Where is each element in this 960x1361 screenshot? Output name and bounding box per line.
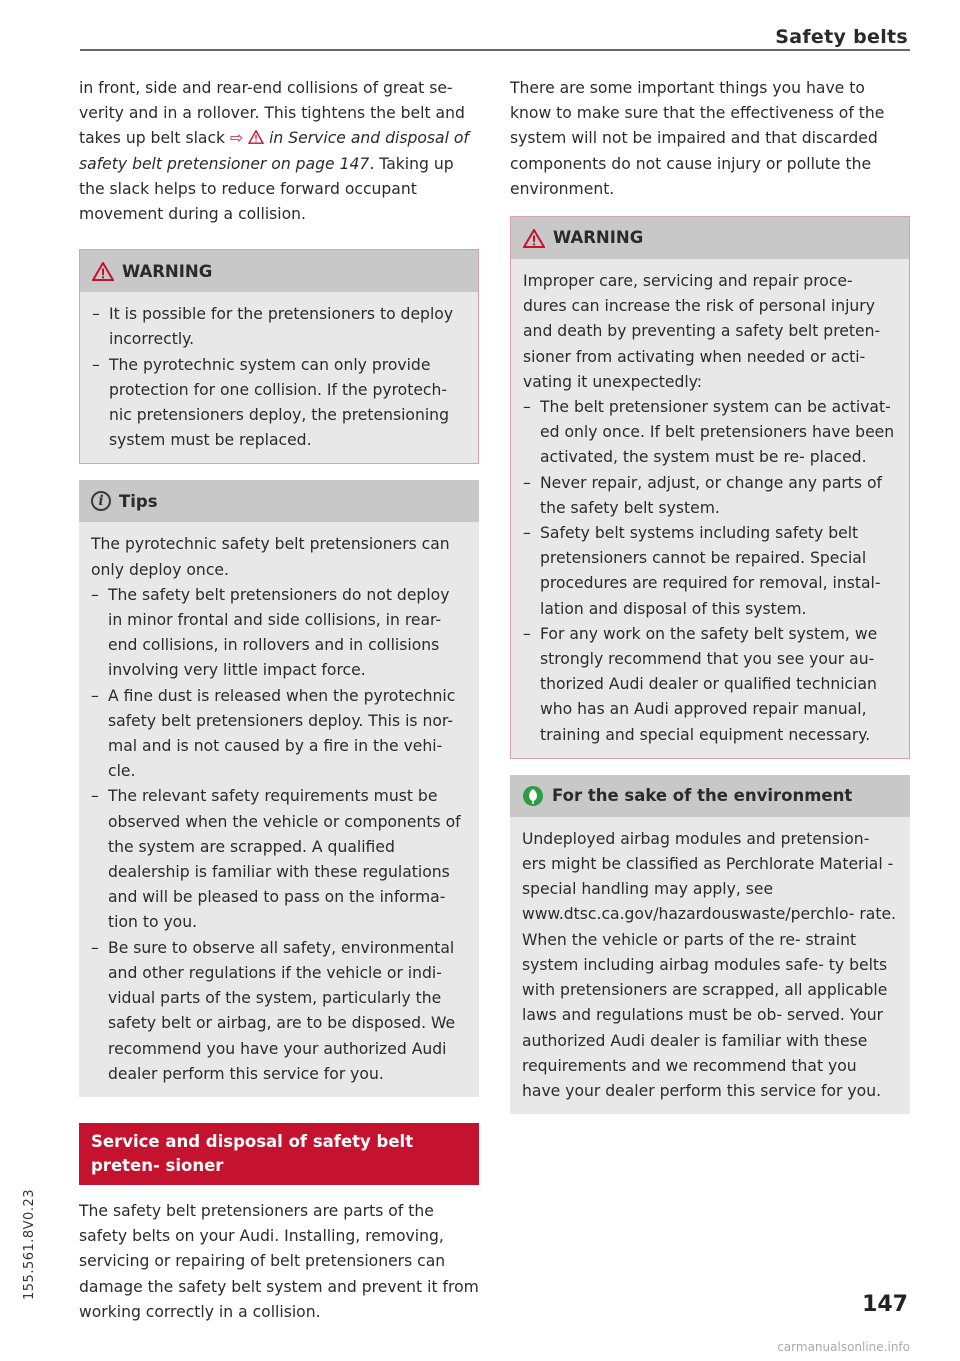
tips-title: Tips — [119, 491, 158, 511]
arrow-icon: ⇨ — [230, 129, 244, 148]
warning-triangle-icon — [523, 229, 545, 248]
section-body-paragraph: The safety belt pretensioners are parts of the safety belts on your Audi. Installing, removing, servicing or repairing of belt pretensioners can damage the safety belt system and prevent it from working correctly in a collision. — [79, 1201, 479, 1321]
warning-box-body — [80, 292, 478, 463]
list-item: – Never repair, adjust, or change any parts of the safety belt system. — [523, 471, 895, 521]
warning-list — [523, 395, 895, 748]
warning-lead: Improper care, servicing and repair proce- dures can increase the risk of personal injury and death by preventing a safety belt preten- sioner from activating when needed or acti- vating it unexpectedly: — [523, 272, 881, 391]
warning-box — [510, 216, 910, 759]
warning-box-body — [511, 259, 909, 758]
list-item: – Be sure to observe all safety, environmental and other regulations if the vehicle or indi- vidual parts of the system, particularly the safety belt or airbag, are to be disposed. We recommend you have your authorized Audi dealer perform this service for you. — [91, 936, 465, 1087]
warning-box-header — [511, 217, 909, 259]
left-intro-paragraph: in front, side and rear-end collisions of great se- verity and in a rollover. This tightens the belt and takes up belt slack ⇨ in Service and disposal of safety belt pretensioner on page 147. Taking up the slack helps to reduce forward occupant movement during a collision. — [79, 79, 469, 224]
tips-box-header — [79, 480, 479, 522]
list-item: – The pyrotechnic system can only provide protection for one collision. If the pyrotech- nic pretensioners deploy, the pretensioning system must be replaced. — [92, 353, 464, 454]
warning-title: WARNING — [553, 228, 644, 248]
left-column — [79, 76, 479, 1325]
environment-box-header — [510, 775, 910, 817]
list-item: – Safety belt systems including safety belt pretensioners cannot be repaired. Special procedures are required for removal, instal- lation and disposal of this system. — [523, 521, 895, 622]
list-item: – The belt pretensioner system can be activat- ed only once. If belt pretensioners have been activated, the system must be re- placed. — [523, 395, 895, 471]
cross-reference-link[interactable]: in Service and disposal of safety belt pretensioner on page 147 — [79, 129, 469, 173]
info-icon: i — [91, 491, 111, 511]
list-item: – For any work on the safety belt system, we strongly recommend that you see your au- thorized Audi dealer or qualified technician who has an Audi approved repair manual, training and special equipment necessary. — [523, 622, 895, 748]
warning-box-header — [80, 250, 478, 292]
warning-triangle-icon — [248, 130, 264, 144]
environment-title: For the sake of the environment — [552, 786, 853, 806]
list-item: – It is possible for the pretensioners to deploy incorrectly. — [92, 302, 464, 352]
section-heading: Service and disposal of safety belt preten- sioner — [79, 1123, 479, 1185]
tips-lead: The pyrotechnic safety belt pretensioners can only deploy once. — [91, 535, 450, 579]
page-header-title: Safety belts — [775, 26, 908, 48]
environment-box — [510, 775, 910, 1114]
tips-box-body — [79, 522, 479, 1096]
warning-list — [92, 302, 464, 453]
right-column — [510, 76, 910, 1114]
watermark: carmanualsonline.info — [777, 1340, 910, 1354]
header-rule — [80, 49, 910, 51]
warning-title: WARNING — [122, 261, 213, 281]
environment-box-body — [510, 817, 910, 1114]
document-code: 155.561.8V0.23 — [22, 1189, 37, 1300]
tips-list — [91, 583, 465, 1087]
list-item: – The relevant safety requirements must be observed when the vehicle or components of the system are scrapped. A qualified dealership is familiar with these regulations and will be pleased to pass on the informa- tion to you. — [91, 784, 465, 935]
page-number: 147 — [862, 1292, 908, 1317]
right-intro-paragraph: There are some important things you have to know to make sure that the effectiveness of the system will not be impaired and that discarded components do not cause injury or pollute the environment. — [510, 79, 885, 198]
warning-box — [79, 249, 479, 464]
environment-body: Undeployed airbag modules and pretension- ers might be classified as Perchlorate Material -special handling may apply, see www.dtsc.ca.gov/hazardouswaste/perchlo- rate. When the vehicle or parts of the re- straint system including airbag modules safe- ty belts with pretensioners are scrapped, all applicable laws and regulations must be ob- served. Your authorized Audi dealer is familiar with these requirements and we recommend that you have your dealer perform this service for you. — [522, 829, 897, 1100]
list-item: – A fine dust is released when the pyrotechnic safety belt pretensioners deploy. This is nor- mal and is not caused by a fire in the vehi- cle. — [91, 684, 465, 785]
environment-icon — [522, 785, 544, 807]
tips-box — [79, 480, 479, 1096]
list-item: – The safety belt pretensioners do not deploy in minor frontal and side collisions, in rear- end collisions, in rollovers and in collisions involving very little impact force. — [91, 583, 465, 684]
warning-triangle-icon — [92, 262, 114, 281]
